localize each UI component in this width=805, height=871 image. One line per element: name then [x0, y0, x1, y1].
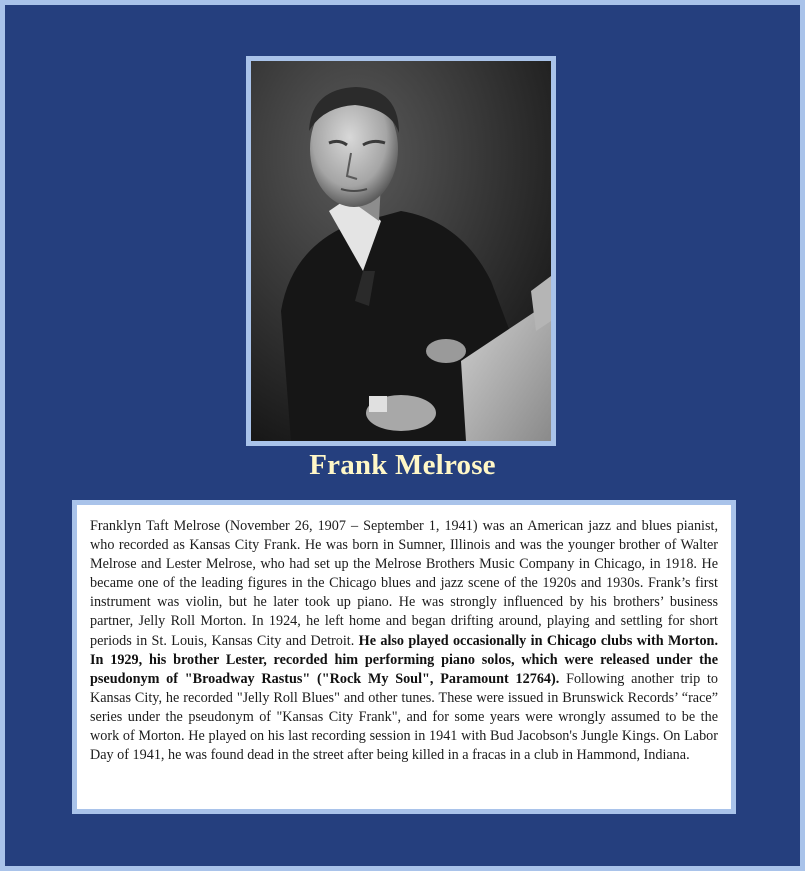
biography-bold-passage: He also played occasionally in Chicago clubs with Morton. In 1929, his brother Lester, recorded him performing piano solos, which were released under the pseudonym of "Broadway Rastus" ("Rock My Soul", Paramount 12764). — [90, 632, 718, 687]
biography-text — [90, 517, 718, 765]
page-title: Frank Melrose — [309, 449, 496, 481]
portrait-image — [251, 61, 551, 441]
biography-part-1: Franklyn Taft Melrose (November 26, 1907 – September 1, 1941) was an American jazz and blues pianist, who recorded as Kansas City Frank. He was born in Sumner, Illinois and was the younger brother of Walter Melrose and Lester Melrose, who had set up the Melrose Brothers Music Company in Chicago, in 1918. He became one of the leading figures in the Chicago blues and jazz scene of the 1920s and 1930s. Frank’s first instrument was violin, but he later took up piano. He was strongly influenced by his brothers’ business partner, Jelly Roll Morton. In 1924, he left home and began drifting around, playing and settling for short periods in St. Louis, Kansas City and Detroit. — [90, 518, 718, 649]
biography-panel — [72, 500, 736, 814]
biography-part-2: Following another trip to Kansas City, he recorded "Jelly Roll Blues" and other tunes. These were issued in Brunswick Records’ “race” series under the pseudonym of "Kansas City Frank", and for some years were wrongly assumed to be the work of Morton. He played on his last recording session in 1941 with Bud Jacobson's Jungle Kings. On Labor Day of 1941, he was found dead in the street after being killed in a fracas in a club in Hammond, Indiana. — [90, 670, 718, 764]
page-background — [5, 5, 800, 866]
portrait-photo — [246, 56, 556, 446]
